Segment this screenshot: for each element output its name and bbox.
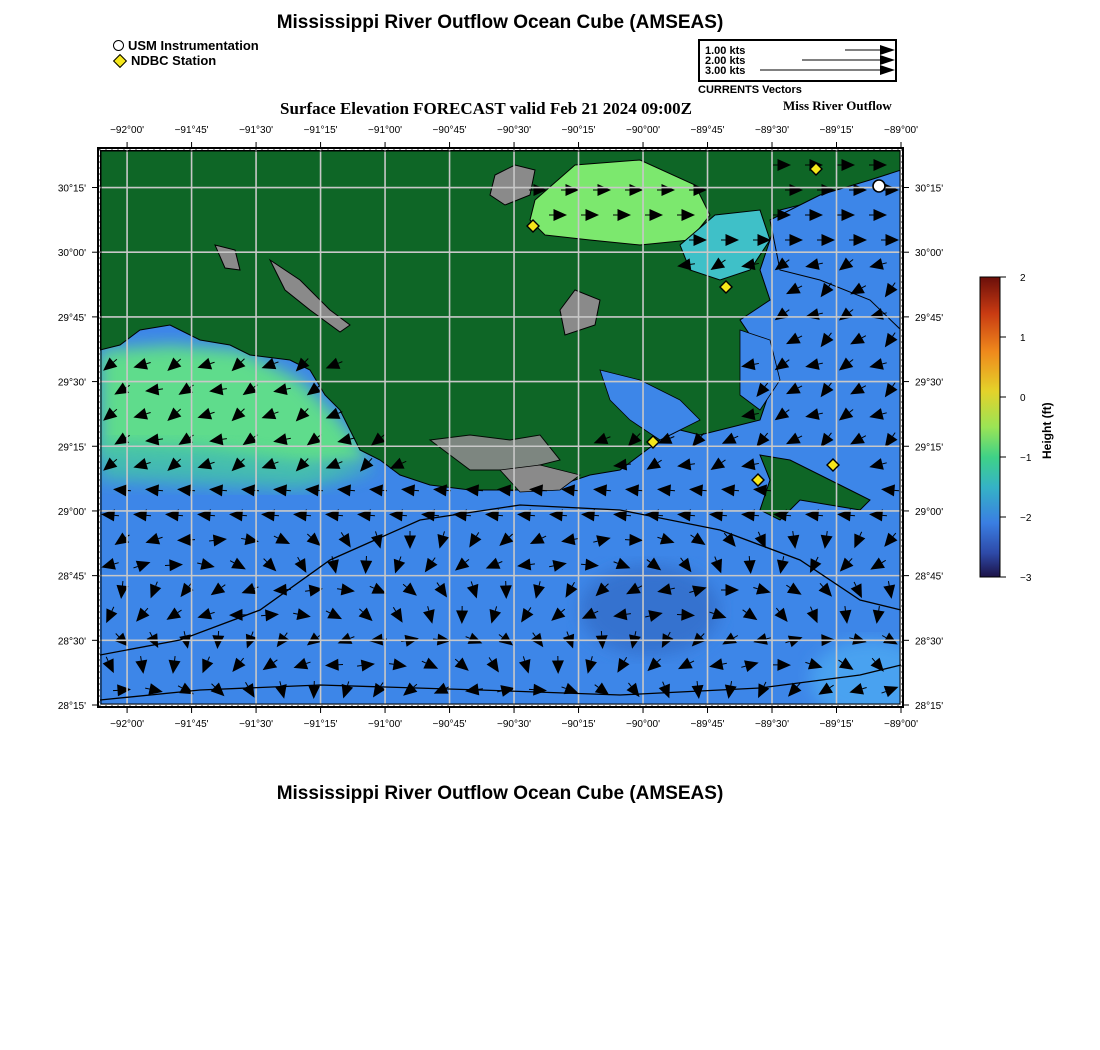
lat-tick-label: 28°30' [915, 636, 944, 648]
lon-tick-label: −89°00' [884, 719, 918, 730]
lon-tick-label: −90°30' [497, 125, 532, 136]
current-vector-shaft [175, 656, 176, 660]
current-vector-shaft [626, 614, 630, 615]
colorbar-ramp [980, 277, 1000, 577]
lon-tick-label: −89°45' [690, 125, 725, 136]
current-vector-shaft [141, 656, 142, 660]
lat-tick-label: 29°15' [915, 442, 944, 454]
lat-tick-label: 29°00' [57, 506, 86, 518]
vector-scale-2: 2.00 kts [705, 55, 746, 67]
colorbar-label: Height (ft) [1040, 402, 1054, 459]
lon-tick-label: −92°00' [110, 125, 145, 136]
current-vector-shaft [305, 591, 309, 592]
lat-tick-label: 29°30' [915, 377, 944, 389]
legend-usm-label: USM Instrumentation [128, 38, 259, 53]
lat-tick-label: 30°00' [57, 248, 86, 260]
current-vector-shaft [845, 606, 846, 610]
current-vector-shaft [879, 606, 880, 610]
current-vector-shaft [690, 264, 694, 265]
colorbar-tick-label: −3 [1020, 573, 1032, 584]
lon-tick-label: −91°00' [368, 125, 403, 136]
lon-tick-label: −90°00' [626, 719, 661, 730]
lat-tick-label: 28°45' [915, 571, 944, 583]
map-title: Mississippi River Outflow Ocean Cube (AMSEAS) [276, 12, 724, 33]
lat-tick-label: 28°45' [57, 571, 86, 583]
current-vector-shaft [690, 464, 694, 465]
vector-caption: CURRENTS Vectors [698, 84, 802, 96]
lat-tick-label: 28°15' [57, 701, 86, 712]
current-vector-shaft [337, 589, 341, 590]
lon-tick-label: −89°30' [755, 125, 790, 136]
lon-tick-label: −89°00' [884, 125, 918, 136]
lon-tick-label: −91°30' [239, 125, 274, 136]
lon-tick-label: −91°45' [174, 125, 209, 136]
lon-tick-label: −89°15' [819, 125, 854, 136]
lon-tick-label: −91°15' [303, 719, 338, 730]
lon-tick-label: −91°00' [368, 719, 403, 730]
current-vector-shaft [357, 666, 361, 667]
colorbar-tick-label: 0 [1020, 393, 1026, 404]
legend-ndbc-label: NDBC Station [131, 53, 217, 68]
lat-tick-label: 30°15' [57, 183, 86, 195]
lat-tick-label: 29°45' [57, 312, 86, 324]
lon-tick-label: −90°45' [432, 125, 467, 136]
colorbar-tick-label: 2 [1020, 273, 1026, 284]
lon-tick-label: −89°15' [819, 719, 854, 730]
colorbar-tick-label: −1 [1020, 453, 1032, 464]
current-vector-shaft [222, 389, 226, 390]
usm-station-marker [873, 180, 885, 192]
current-vector-shaft [389, 664, 393, 665]
lat-tick-label: 30°15' [915, 183, 944, 195]
lon-tick-label: −92°00' [110, 719, 145, 730]
lon-tick-label: −90°45' [432, 719, 467, 730]
current-vector-shaft [222, 439, 226, 440]
current-vector-shaft [158, 439, 162, 440]
lat-tick-label: 28°15' [915, 701, 944, 712]
colorbar-tick-label: −2 [1020, 513, 1032, 524]
lon-tick-label: −91°45' [174, 719, 209, 730]
current-vector-shaft [530, 564, 534, 565]
colorbar-tick-label: 1 [1020, 333, 1026, 344]
lon-tick-label: −90°30' [497, 719, 532, 730]
colorbar [980, 273, 1032, 584]
lat-tick-label: 28°30' [57, 636, 86, 648]
lat-tick-label: 29°30' [57, 377, 86, 389]
current-vector-shaft [793, 531, 794, 535]
region-label: Miss River Outflow [783, 98, 892, 113]
current-vector-shaft [158, 389, 162, 390]
colorbar-ticks [1000, 273, 1032, 584]
lon-tick-label: −90°15' [561, 125, 596, 136]
map-title-bottom: Mississippi River Outflow Ocean Cube (AMSEAS) [276, 783, 724, 804]
lon-tick-label: −91°15' [303, 125, 338, 136]
lon-tick-label: −90°15' [561, 719, 596, 730]
vector-scale-3: 3.00 kts [705, 65, 746, 77]
current-vector-shaft [478, 689, 482, 690]
lat-tick-label: 29°15' [57, 442, 86, 454]
current-vector-shaft [827, 531, 828, 535]
lon-tick-label: −90°00' [626, 125, 661, 136]
lon-tick-label: −89°45' [690, 719, 725, 730]
lat-tick-label: 29°45' [915, 312, 944, 324]
lon-tick-label: −91°30' [239, 719, 274, 730]
map-subtitle: Surface Elevation FORECAST valid Feb 21 2024 09:00Z [280, 99, 692, 118]
lat-tick-label: 29°00' [915, 506, 944, 518]
lat-tick-label: 30°00' [915, 248, 944, 260]
vector-scale-1: 1.00 kts [705, 45, 746, 57]
lon-tick-label: −89°30' [755, 719, 790, 730]
